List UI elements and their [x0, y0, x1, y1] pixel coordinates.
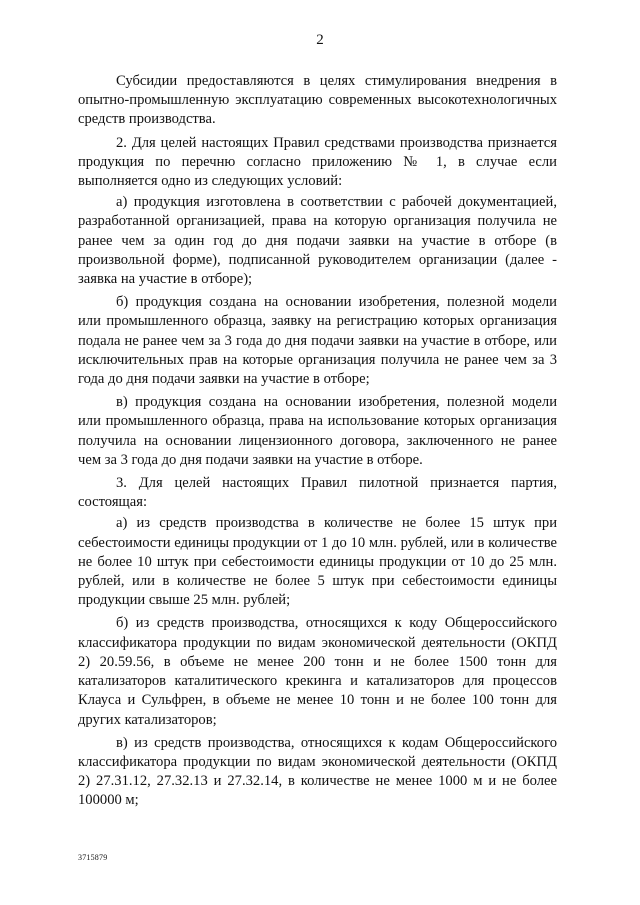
document-body [78, 72, 557, 815]
paragraph-section-3: 3. Для целей настоящих Правил пилотной признается партия, состоящая: [78, 475, 557, 511]
paragraph-section-2: 2. Для целей настоящих Правил средствами производства признается продукция по перечню согласно приложению № 1, в случае если выполняется одно из следующих условий: [78, 134, 557, 190]
paragraph-batch-a: а) из средств производства в количестве не более 15 штук при себестоимости единицы продукции от 1 до 10 млн. рублей, или в количестве не более 10 штук при себестоимости единицы продукции от 10 до 25 млн. рублей, или в количестве не более 5 штук при себестоимости единицы продукции свыше 25 млн. рублей; [78, 515, 557, 609]
paragraph-batch-b: б) из средств производства, относящихся к коду Общероссийского классификатора продукции по видам экономической деятельности (ОКПД 2) 20.59.56, в объеме не менее 200 тонн и не более 1500 тонн для катализаторов каталитического крекинга и катализаторов для процессов Клауса и Сульфрен, в объеме не менее 10 тонн и не более 100 тонн для других катализаторов; [78, 615, 557, 728]
paragraph-condition-b: б) продукция создана на основании изобретения, полезной модели или промышленного образца, заявку на регистрацию которых организация подала не ранее чем за 3 года до дня подачи заявки на участие в отборе, или исключительных прав на которые организация получила не ранее чем за 3 года до дня подачи заявки на участие в отборе; [78, 294, 557, 388]
page-number: 2 [316, 32, 324, 48]
paragraph-condition-v: в) продукция создана на основании изобретения, полезной модели или промышленного образца, права на использование которых организация получила на основании лицензионного договора, заключенного не ранее чем за 3 года до дня подачи заявки на участие в отборе. [78, 394, 557, 468]
paragraph-batch-v: в) из средств производства, относящихся к кодам Общероссийского классификатора продукции по видам экономической деятельности (ОКПД 2) 27.31.12, 27.32.13 и 27.32.14, в количестве не менее 1000 м и не более 100000 м; [78, 734, 557, 809]
document-code: 3715879 [78, 853, 108, 862]
paragraph-condition-a: а) продукция изготовлена в соответствии с рабочей документацией, разработанной организацией, права на которую организация получила не ранее чем за один год до дня подачи заявки на участие в отборе (в произвольной форме), подписанной руководителем организации (далее - заявка на участие в отборе); [78, 194, 557, 288]
paragraph-subsidy-purpose: Субсидии предоставляются в целях стимулирования внедрения в опытно-промышленную эксплуатацию современных высокотехнологичных средств производства. [78, 73, 557, 128]
